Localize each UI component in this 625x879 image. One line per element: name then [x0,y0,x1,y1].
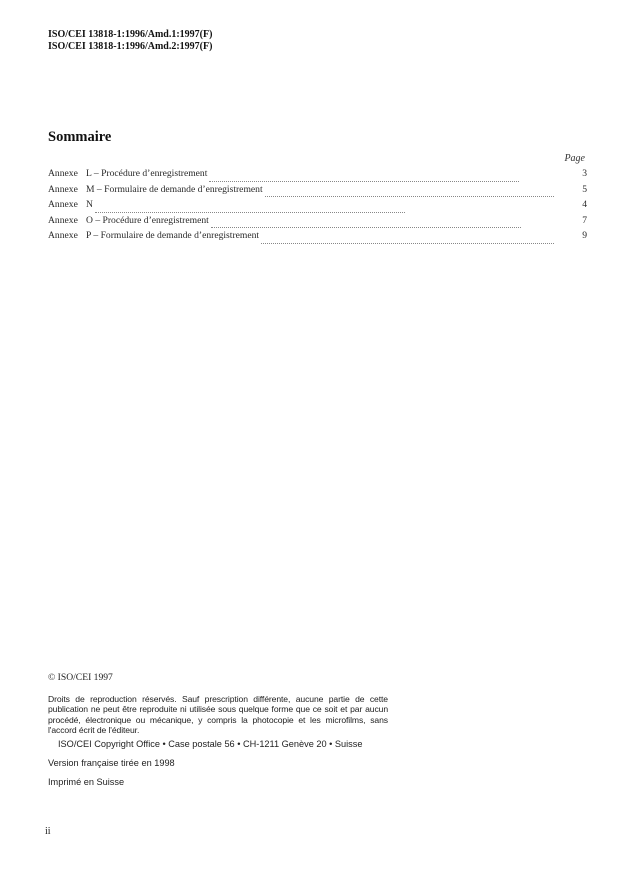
toc-leader-dots [209,181,519,182]
copyright-office-address: ISO/CEI Copyright Office • Case postale 56 • CH-1211 Genève 20 • Suisse [58,739,363,750]
toc-title: Sommaire [48,129,112,145]
toc-entry-label: L – Procédure d’enregistrement [86,168,208,179]
toc-entry-prefix: Annexe [48,230,78,241]
toc-entry-page: 3 [582,168,587,179]
copyright-notice [48,672,388,787]
toc-entry-label: M – Formulaire de demande d’enregistrement [86,183,263,195]
toc-leader-dots [265,196,554,197]
toc-entry-prefix: Annexe [48,168,78,179]
toc-entry-annex-m[interactable] [48,183,587,200]
document-header [48,29,212,53]
toc-page-column-label: Page [564,153,585,164]
header-line-amd1: ISO/CEI 13818-1:1996/Amd.1:1997(F) [48,29,213,40]
version-note: Version française tirée en 1998 [48,758,175,769]
toc-entry-label: O – Procédure d’enregistrement [86,214,209,226]
toc-leader-dots [211,227,521,228]
toc-entry-annex-o[interactable] [48,214,587,231]
toc-entry-page: 4 [582,199,587,210]
toc-entry-label: N [86,199,93,210]
toc-entry-annex-p[interactable] [48,230,587,246]
toc-entry-page: 7 [582,214,587,226]
toc-leader-dots [95,212,405,213]
toc-entry-annex-l[interactable] [48,168,587,184]
page-number: ii [45,826,51,837]
printed-in-note: Imprimé en Suisse [48,777,125,788]
toc-leader-dots [261,243,554,244]
toc-entry-prefix: Annexe [48,214,78,226]
toc-entry-page: 9 [582,230,587,241]
copyright-line: © ISO/CEI 1997 [48,672,113,683]
header-line-amd2: ISO/CEI 13818-1:1996/Amd.2:1997(F) [48,41,213,52]
toc-entry-prefix: Annexe [48,199,78,210]
table-of-contents [48,168,587,246]
reproduction-rights-text: Droits de reproduction réservés. Sauf prescription différente, aucune partie de cette publication ne peut être reproduite ni utilisée sous quelque forme que ce soit et par aucun procédé, électronique ou mécanique, y compris la photocopie et les microfilms, sans l'accord écrit de l'éditeur. [48,694,388,735]
toc-entry-annex-n[interactable] [48,199,587,215]
toc-entry-prefix: Annexe [48,183,78,195]
toc-entry-page: 5 [582,183,587,195]
toc-entry-label: P – Formulaire de demande d’enregistrement [86,230,260,241]
